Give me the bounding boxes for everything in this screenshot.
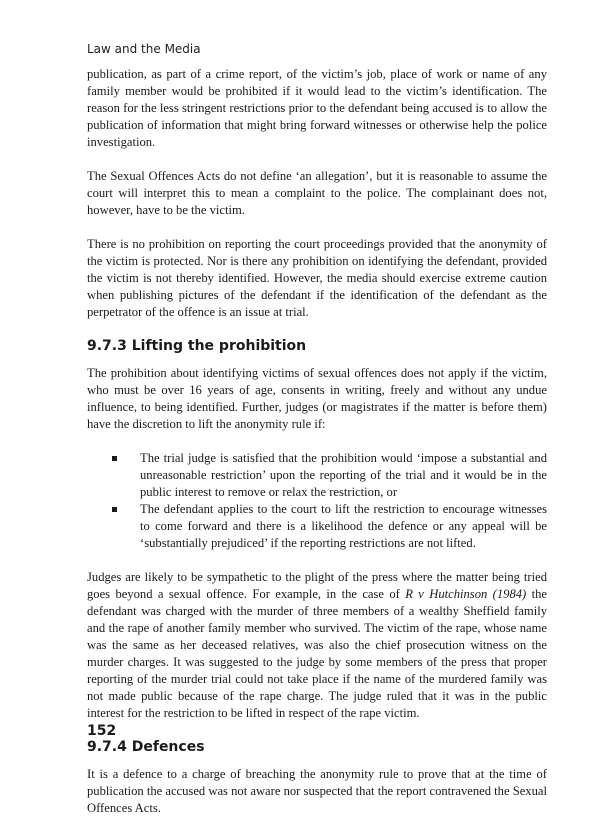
list-item-text: The defendant applies to the court to lift the restriction to encourage witnesses to come forward and there is a likelihood the defence or any appeal will be ‘substantially prejudiced’ if the reporting restrictions are not lifted.: [140, 502, 547, 550]
list-item-text: The trial judge is satisfied that the prohibition would ‘impose a substantial and unreasonable restriction’ upon the reporting of the trial and it would be in the public interest to remove or relax the restriction, or: [140, 451, 547, 499]
bullet-list: [87, 450, 547, 552]
case-paragraph: [87, 569, 547, 722]
bullet-icon: [112, 507, 117, 512]
paragraph: There is no prohibition on reporting the court proceedings provided that the anonymity of the victim is protected. Nor is there any prohibition on identifying the defendant, provided the victim is not thereby identified. However, the media should exercise extreme caution when publishing pictures of the defendant if the identification of the defendant as the perpetrator of the offence is an issue at trial.: [87, 237, 547, 319]
bullet-icon: [112, 456, 117, 461]
page-number: 152: [87, 723, 117, 739]
list-item: [87, 501, 547, 552]
section-intro: The prohibition about identifying victims of sexual offences does not apply if the victim, who must be over 16 years of age, consents in writing, freely and without any undue influence, to being identified. Further, judges (or magistrates if the matter is before them) have the discretion to lift the anonymity rule if:: [87, 366, 547, 431]
case-text-before: Judges are likely to be sympathetic to the plight of the press where the matter being tried goes beyond a sexual offence. For example, in the case of: [87, 570, 547, 601]
section-heading-9-7-3: 9.7.3 Lifting the prohibition: [87, 338, 307, 354]
section-heading-9-7-4: 9.7.4 Defences: [87, 739, 205, 755]
case-name: R v Hutchinson (1984): [405, 587, 527, 601]
list-item: [87, 450, 547, 501]
paragraph: It is a defence to a charge of breaching the anonymity rule to prove that at the time of publication the accused was not aware nor suspected that the report contravened the Sexual Offences Acts.: [87, 767, 547, 815]
paragraph: publication, as part of a crime report, of the victim’s job, place of work or name of any family member would be prohibited if it would lead to the victim’s identification. The reason for the less stringent restrictions prior to the defendant being accused is to allow the publication of information that might bring forward witnesses or otherwise help the police investigation.: [87, 67, 547, 149]
running-head: Law and the Media: [87, 42, 201, 56]
page-body: [87, 66, 547, 823]
paragraph: The Sexual Offences Acts do not define ‘an allegation’, but it is reasonable to assume the court will interpret this to mean a complaint to the police. The complainant does not, however, have to be the victim.: [87, 169, 547, 217]
case-text-after: the defendant was charged with the murder of three members of a wealthy Sheffield family and the rape of another family member who survived. The victim of the rape, whose name was the same as her deceased relatives, was also the chief prosecution witness on the murder charges. It was suggested to the judge by some members of the press that proper reporting of the murder trial could not take place if the name of the murdered family was not made public because of the rape charge. The judge ruled that it was in the public interest for the restriction to be lifted in respect of the rape victim.: [87, 587, 547, 720]
